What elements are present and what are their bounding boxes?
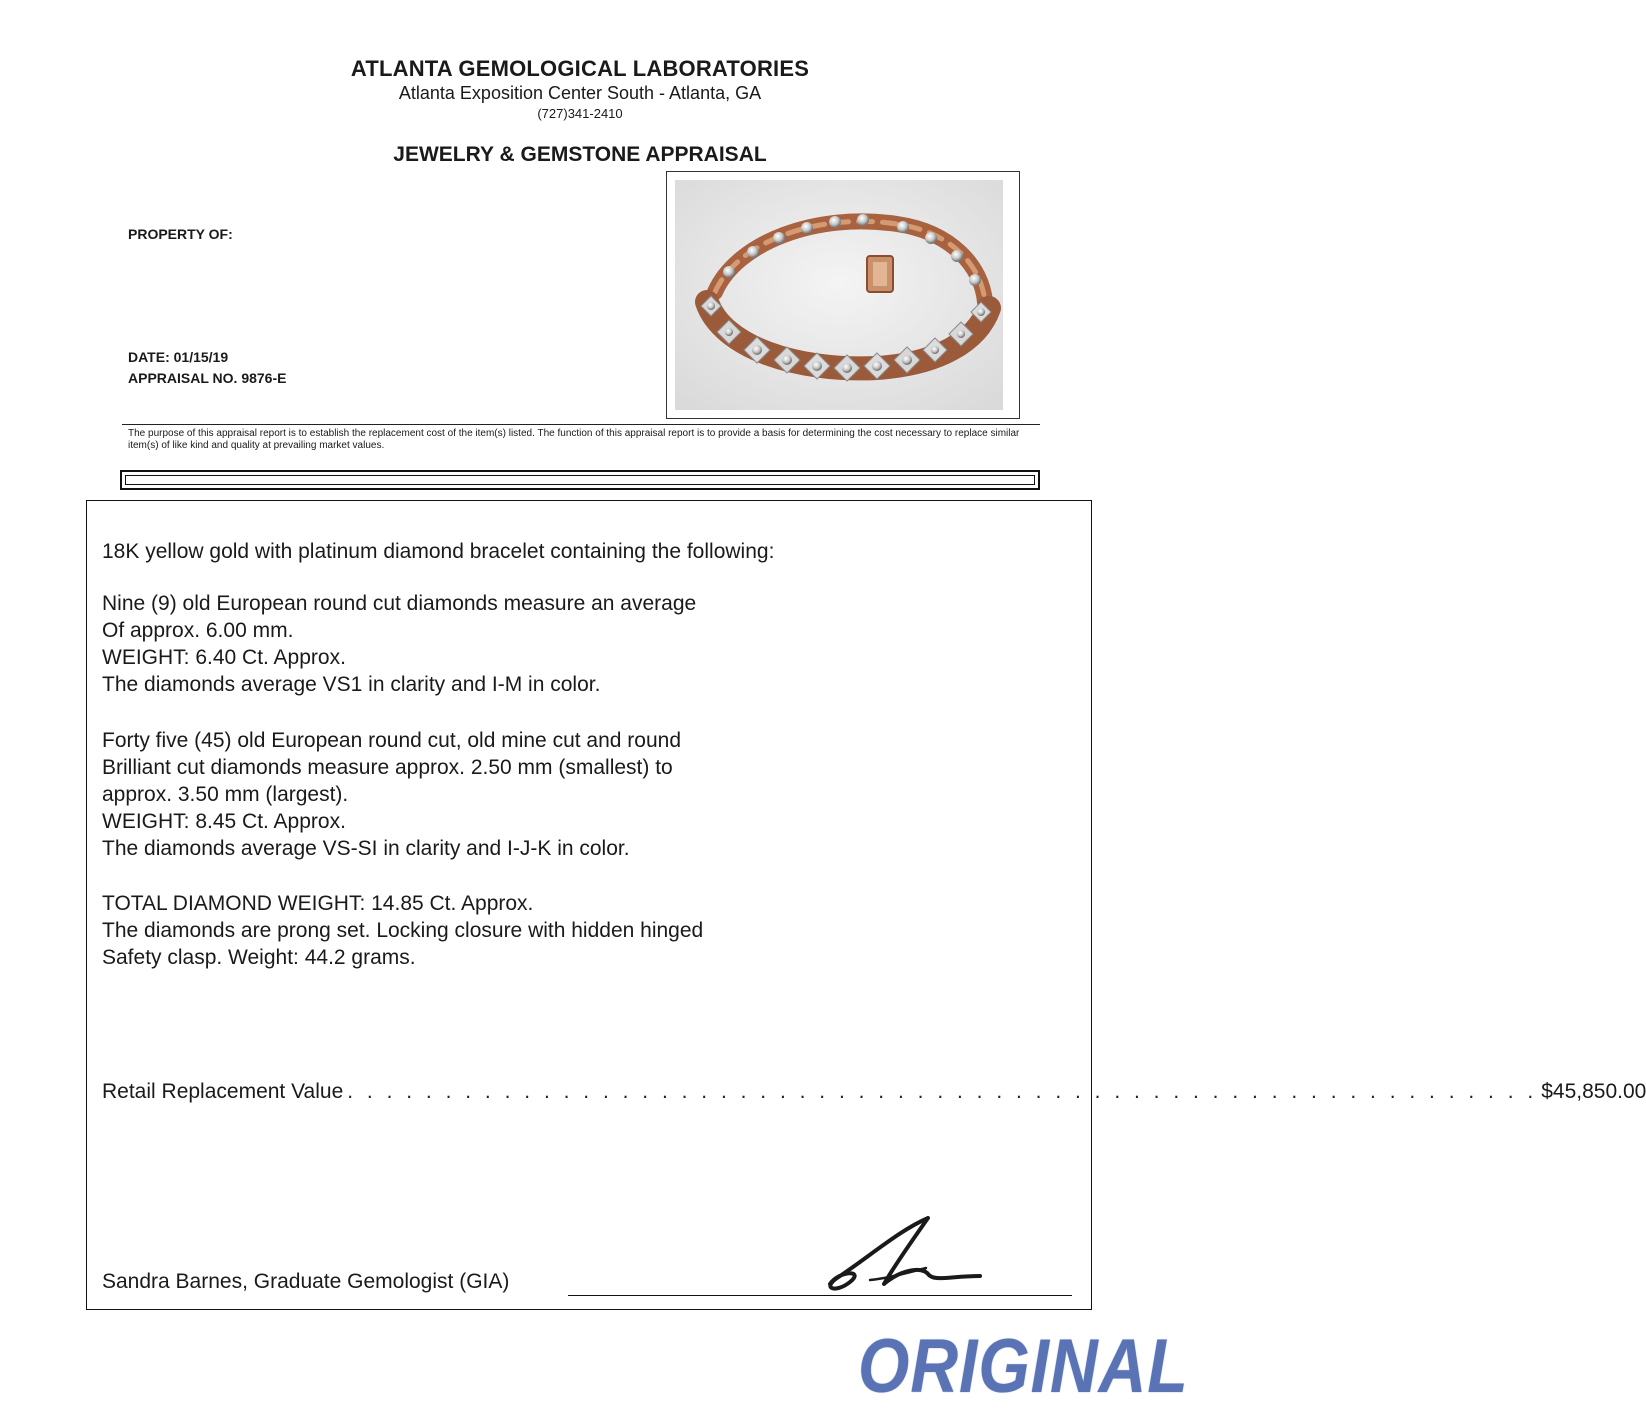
text-line: WEIGHT: 6.40 Ct. Approx. — [102, 646, 346, 669]
diamond-group-2 — [102, 727, 681, 862]
text-line: Brilliant cut diamonds measure approx. 2.50 mm (smallest) to — [102, 756, 673, 779]
retail-value-row — [102, 1080, 1646, 1104]
retail-value-label: Retail Replacement Value — [102, 1080, 344, 1103]
text-line: Forty five (45) old European round cut, old mine cut and round — [102, 729, 681, 752]
original-stamp — [858, 1322, 1189, 1409]
text-line: The diamonds average VS-SI in clarity and I-J-K in color. — [102, 837, 630, 860]
diamond-group-1 — [102, 590, 696, 698]
text-line: TOTAL DIAMOND WEIGHT: 14.85 Ct. Approx. — [102, 892, 534, 915]
bracelet-photo — [666, 171, 1020, 419]
retail-value-amount: $45,850.00 — [1541, 1080, 1646, 1103]
text-line: The diamonds are prong set. Locking closure with hidden hinged — [102, 919, 704, 942]
text-line: The diamonds average VS1 in clarity and I-M in color. — [102, 673, 601, 696]
text-line: approx. 3.50 mm (largest). — [102, 783, 349, 806]
original-stamp-text: ORIGINAL — [858, 1323, 1189, 1409]
appraisal-number-line — [128, 370, 286, 386]
lab-name: ATLANTA GEMOLOGICAL LABORATORIES — [350, 56, 810, 81]
bracelet-image — [667, 172, 1019, 418]
lab-address: Atlanta Exposition Center South - Atlanta, GA — [398, 83, 762, 103]
date-line — [128, 349, 228, 365]
date-label: DATE: — [128, 349, 170, 365]
dot-leader: . . . . . . . . . . . . . . . . . . . . . . . . . . . . . . . . . . . . . . . . . . . . . . . . . . . . . . . . . . . . . — [347, 1080, 1538, 1103]
divider-line — [122, 424, 1040, 425]
signer-name: Sandra Barnes, Graduate Gemologist (GIA) — [102, 1270, 510, 1293]
text-line: WEIGHT: 8.45 Ct. Approx. — [102, 810, 346, 833]
text-line: Safety clasp. Weight: 44.2 grams. — [102, 946, 416, 969]
signature-scribble-icon — [810, 1210, 990, 1300]
total-summary — [102, 890, 703, 971]
lab-phone: (727)341-2410 — [537, 106, 623, 121]
date-value: 01/15/19 — [173, 349, 229, 365]
handwritten-signature — [810, 1210, 990, 1305]
item-intro: 18K yellow gold with platinum diamond bracelet containing the following: — [102, 540, 775, 563]
appraisal-number-label: APPRAISAL NO. — [128, 370, 238, 386]
appraisal-number-value: 9876-E — [241, 370, 287, 386]
double-border-bar — [120, 470, 1040, 490]
document-title: JEWELRY & GEMSTONE APPRAISAL — [393, 143, 767, 166]
text-line: Nine (9) old European round cut diamonds measure an average — [102, 592, 697, 615]
text-line: Of approx. 6.00 mm. — [102, 619, 294, 642]
purpose-statement: The purpose of this appraisal report is to establish the replacement cost of the item(s) listed. The function of this appraisal report is to provide a basis for determining the cost necessary to replace similar item(s) of like kind and quality at prevailing market values. — [128, 428, 1020, 451]
double-border-inner — [125, 475, 1035, 485]
property-of-label: PROPERTY OF: — [128, 226, 233, 242]
